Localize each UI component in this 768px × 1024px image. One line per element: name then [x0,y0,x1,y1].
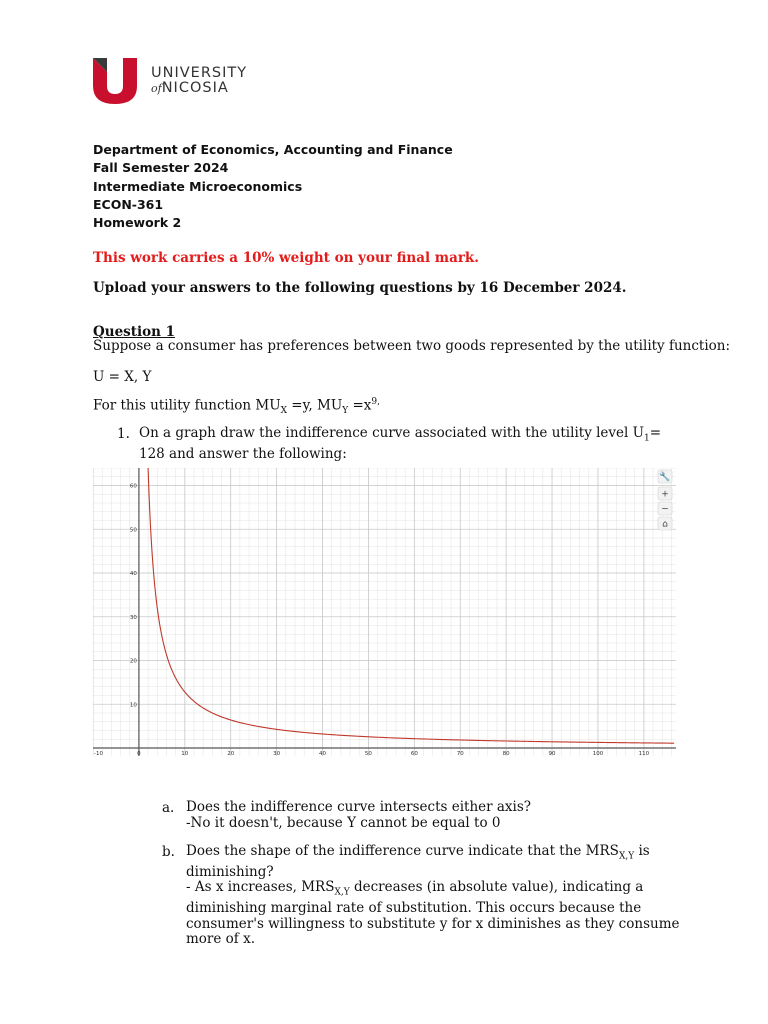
y-tick-label: 30 [129,614,137,621]
x-tick-label: 10 [181,751,189,756]
university-logo-text [151,66,247,96]
course-name: Intermediate Microeconomics [93,178,303,194]
zoom-in-icon[interactable] [658,487,672,500]
marginal-utilities: For this utility function $MU_X =y$, $MU_Y =x^{9,}$ [93,397,380,417]
sub-question-b [186,844,686,947]
x-tick-label: 70 [456,751,464,756]
question-intro: Suppose a consumer has preferences between two goods represented by the utility function: [93,338,731,354]
utility-function: U = X, Y [93,369,152,385]
y-tick-label: 50 [129,527,137,534]
x-tick-label: 110 [638,751,650,756]
sub-question-a-text: Does the indifference curve intersects either axis? [186,799,532,815]
home-icon[interactable] [658,517,672,530]
y-tick-label: 40 [129,571,137,577]
x-tick-label: 60 [410,751,418,756]
wrench-icon[interactable] [658,470,672,483]
course-header [93,141,453,232]
upload-deadline: Upload your answers to the following questions by 16 December 2024. [93,280,627,296]
assignment-title: Homework 2 [93,215,182,231]
university-logo-mark [93,58,137,104]
semester: Fall Semester 2024 [93,160,229,176]
sub-question-a-letter: a. [162,800,175,816]
weight-note: This work carries a 10% weight on your final mark. [93,250,479,266]
logo-line-university: UNIVERSITY [151,65,248,81]
x-tick-label: -10 [94,751,103,756]
sub-question-b-letter: b. [162,844,175,860]
sub-question-b-text: Does the shape of the indifference curve indicate that the $MRS_{X,Y}$ is diminishing? [186,843,650,880]
sub-question-a-answer: -No it doesn't, because Y cannot be equal to 0 [186,814,501,831]
item-text: On a graph draw the indifference curve associated with the utility level $U_1= 128$ and answer the following: [139,425,662,463]
indifference-curve-graph[interactable] [93,468,676,756]
sub-question-b-answer: - As x increases, $MRS_{X,Y}$ decreases (in absolute value), indicating a diminishing marginal rate of substitution. This occurs because the consumer's willingness to substitute y for x diminishes as they consume more of x. [186,879,680,947]
sub-question-a [186,800,686,831]
x-tick-label: 50 [364,751,372,756]
question-title: Question 1 [93,324,176,340]
x-tick-label: 80 [502,751,510,756]
x-tick-label: 20 [227,751,235,756]
zoom-out-icon[interactable] [658,502,672,515]
svg-text:−: − [661,504,669,515]
course-code: ECON-361 [93,196,164,212]
y-tick-label: 10 [129,702,137,709]
x-tick-label: 30 [273,751,281,756]
x-tick-label: 0 [137,751,141,756]
x-tick-label: 90 [548,751,556,756]
svg-text:⌂: ⌂ [662,519,668,530]
logo-line-nicosia: ofNICOSIA [151,80,229,96]
indifference-curve-line [148,468,674,743]
svg-text:🔧: 🔧 [659,472,671,483]
svg-text:+: + [661,489,669,500]
x-tick-label: 100 [592,751,604,756]
x-tick-label: 40 [319,751,327,756]
item-number: 1. [117,426,130,442]
y-tick-label: 20 [129,658,137,665]
y-tick-label: 60 [129,483,137,490]
department-name: Department of Economics, Accounting and Finance [93,142,453,157]
